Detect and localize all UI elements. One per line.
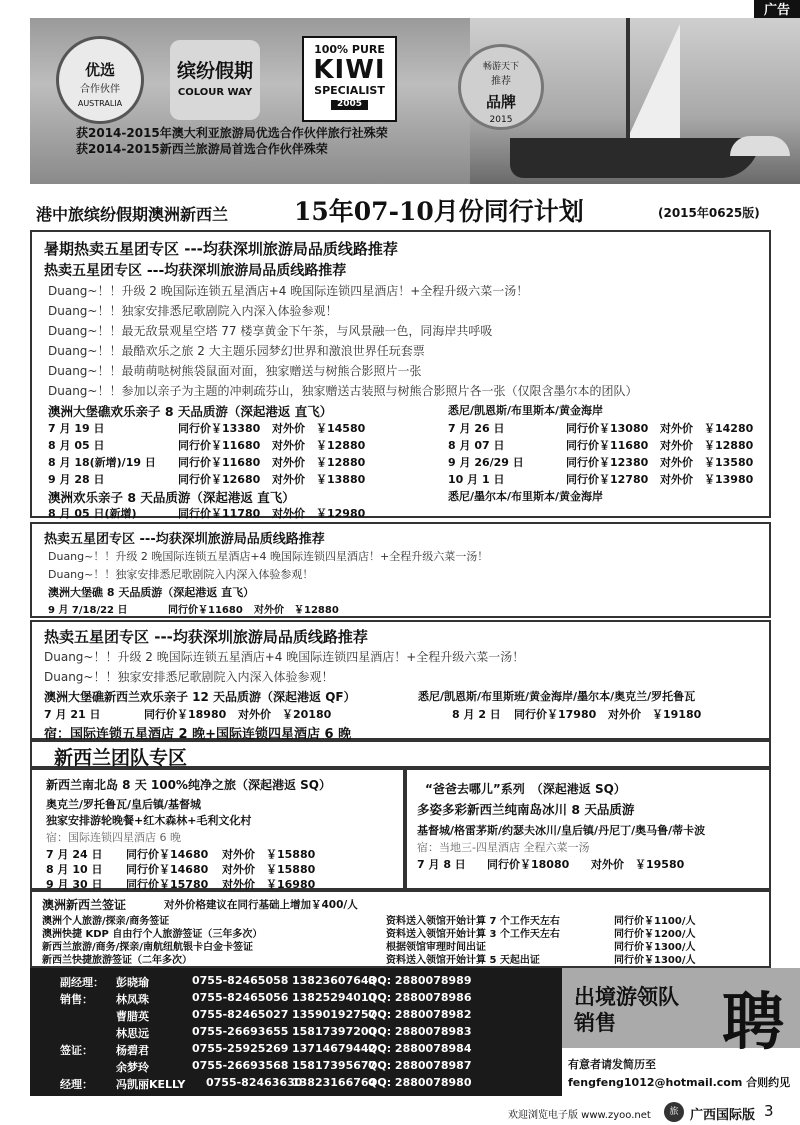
departure-row [32, 437, 772, 453]
visa-type: 新西兰快捷旅游签证（二年多次） [42, 955, 192, 966]
award-newzealand: 获2014-2015新西兰旅游局首选合作伙伴殊荣 [76, 142, 328, 156]
contact-qq: QQ: 2880078984 [368, 1042, 472, 1055]
departure-row [32, 876, 402, 890]
header-banner [30, 18, 800, 184]
feature-bullet: Duang~！！最酷欢乐之旅 2 大主题乐园梦幻世界和激浪世界任玩套票 [48, 344, 425, 358]
visa-type: 澳洲快捷 KDP 自由行个人旅游签证（三年多次） [42, 929, 263, 940]
public-price: 对外价 ￥19580 [591, 858, 685, 871]
page-title: 15年07-10月份同行计划 [294, 197, 584, 226]
contact-phone: 0755-26693568 [192, 1059, 289, 1072]
departure-row [32, 846, 402, 860]
recruitment-ad [562, 968, 800, 1096]
peer-price: 同行价￥11680 [178, 439, 261, 452]
public-price: 对外价 ￥13980 [660, 473, 754, 486]
brand-top: 畅游天下 [482, 62, 519, 72]
section-subheading: 热卖五星团专区 ---均获深圳旅游局品质线路推荐 [44, 263, 347, 279]
public-price: 对外价 ￥12880 [660, 439, 754, 452]
kiwi-year: 2005 [331, 100, 368, 110]
opera-house-graphic [730, 136, 790, 156]
peer-price: 同行价￥15780 [126, 878, 209, 891]
peer-price: 同行价￥18080 [487, 858, 570, 871]
hotel-info: 宿：当地三-四星酒店 全程六菜一汤 [417, 841, 590, 854]
departure-date: 9 月 28 日 [48, 473, 105, 486]
visa-row [32, 938, 772, 951]
award-australia: 获2014-2015年澳大利亚旅游局优选合作伙伴旅行社殊荣 [76, 126, 388, 140]
public-price: 对外价 ￥13880 [272, 473, 366, 486]
feature-bullet: Duang~！！独家安排悉尼歌剧院入内深入体验参观！ [48, 568, 314, 581]
section-barrier-reef [30, 522, 771, 618]
departure-row [32, 861, 402, 875]
departure-row [32, 601, 772, 615]
departure-date: 8 月 07 日 [448, 439, 505, 452]
recruit-header [562, 968, 800, 1058]
route-cities: 悉尼/凯恩斯/布里斯班/黄金海岸/墨尔本/奥克兰/罗托鲁瓦 [418, 690, 696, 703]
recruit-contact-line1: 有意者请发简历至 [568, 1058, 656, 1071]
contact-name: 冯凯丽KELLY [116, 1078, 186, 1091]
contact-role: 副经理： [60, 976, 104, 989]
public-price: 对外价 ￥20180 [238, 708, 332, 721]
page-footer [0, 1100, 800, 1125]
colour-way-logo [170, 40, 260, 120]
departure-row [32, 706, 772, 722]
badge-title: 优选 [84, 61, 115, 79]
feature-bullet: Duang~！！最无敌景观星空塔 77 楼享黄金下午茶，与风景融一色，同海岸共呼吸 [48, 324, 493, 338]
contact-name: 余梦玲 [116, 1061, 149, 1074]
departure-date: 9 月 7/18/22 日 [48, 605, 128, 616]
nz-south-glacier-route [405, 768, 771, 890]
departure-date: 9 月 26/29 日 [448, 456, 524, 469]
australia-partner-badge [56, 36, 144, 124]
contact-qq: QQ: 2880078987 [368, 1059, 472, 1072]
route-cities: 奥克兰/罗托鲁瓦/皇后镇/基督城 [46, 798, 202, 811]
route-series: “爸爸去哪儿”系列 （深起港返 SQ） [425, 782, 626, 796]
contact-phone: 0755-82465058 [192, 974, 289, 987]
recruit-email[interactable]: fengfeng1012@hotmail.com 合则约见 [568, 1076, 791, 1089]
departure-date: 8 月 18(新增)/19 日 [48, 456, 156, 469]
public-price: 对外价 ￥15880 [222, 848, 316, 861]
feature-bullet: Duang~！！升级 2 晚国际连锁五星酒店+4 晚国际连锁四星酒店！+全程升级六菜一汤！ [48, 284, 529, 298]
departure-row [32, 454, 772, 470]
section-heading: 热卖五星团专区 ---均获深圳旅游局品质线路推荐 [44, 532, 325, 547]
contact-role: 经理： [60, 1078, 93, 1091]
departure-date: 7 月 19 日 [48, 422, 105, 435]
public-price: 对外价 ￥14580 [272, 422, 366, 435]
yacht-sail-graphic [625, 24, 680, 144]
departure-date: 10 月 1 日 [448, 473, 505, 486]
contact-role: 销售： [60, 993, 93, 1006]
contact-name: 曹腊英 [116, 1010, 149, 1023]
visa-price: 同行价￥1300/人 [614, 942, 696, 953]
departure-row [407, 856, 769, 870]
contact-qq: QQ: 2880078983 [368, 1025, 472, 1038]
peer-price: 同行价￥11780 [178, 507, 261, 520]
public-price: 对外价 ￥12880 [272, 439, 366, 452]
peer-price: 同行价￥11680 [168, 605, 243, 616]
visa-row [32, 951, 772, 964]
contact-name: 彭晓瑜 [116, 976, 149, 989]
recruit-line1: 出境游领队 [574, 985, 679, 1009]
public-price: 对外价 ￥15880 [222, 863, 316, 876]
peer-price: 同行价￥14680 [126, 863, 209, 876]
nz-north-south-route [30, 768, 405, 890]
departure-date: 7 月 26 日 [448, 422, 505, 435]
contact-phone: 0755-82465056 [192, 991, 289, 1004]
contact-name: 林思远 [116, 1027, 149, 1040]
section-heading: 热卖五星团专区 ---均获深圳旅游局品质线路推荐 [44, 628, 368, 646]
contact-qq: QQ: 2880078980 [368, 1076, 472, 1089]
peer-price: 同行价￥13080 [566, 422, 649, 435]
visa-row [32, 912, 772, 925]
public-price: 对外价 ￥16980 [222, 878, 316, 891]
visa-processing: 根据领馆审理时间出证 [386, 942, 486, 953]
contact-phone: 0755-26693655 [192, 1025, 289, 1038]
visa-section [30, 890, 771, 968]
contact-phone: 0755-25925269 [192, 1042, 289, 1055]
peer-price: 同行价￥11680 [566, 439, 649, 452]
departure-date: 8 月 10 日 [46, 863, 103, 876]
visa-processing: 资料送入领馆开始计算 5 天起出证 [386, 955, 540, 966]
kiwi-line3: SPECIALIST [314, 83, 385, 97]
feature-bullet: Duang~！！参加以亲子为主题的冲刺疏芬山，独家赠送古装照与树熊合影照片各一张（仅限含墨尔本的团队） [48, 384, 638, 398]
public-price: 对外价 ￥14280 [660, 422, 754, 435]
recruit-big-character: 聘 [722, 985, 785, 1058]
colour-way-en: COLOUR WAY [177, 87, 253, 98]
route-title: 澳洲大堡礁欢乐亲子 8 天品质游（深起港返 直飞） [48, 404, 333, 419]
recruit-title [574, 984, 679, 1037]
recruit-line2: 销售 [574, 1011, 616, 1036]
kiwi-line2: KIWI [313, 55, 386, 86]
contact-mobile: 13823166764 [292, 1076, 377, 1089]
route-title: 澳洲欢乐亲子 8 天品质游（深起港返 直飞） [48, 490, 295, 505]
peer-price: 同行价￥17980 [514, 708, 597, 721]
kiwi-specialist-logo [302, 36, 397, 122]
public-price: 对外价 ￥12880 [272, 456, 366, 469]
contact-role: 签证： [60, 1044, 93, 1057]
contact-qq: QQ: 2880078982 [368, 1008, 472, 1021]
feature-bullet: Duang~！！升级 2 晚国际连锁五星酒店+4 晚国际连锁四星酒店！+全程升级六菜一汤！ [44, 650, 525, 664]
publisher-logo-icon: 旅 [664, 1102, 684, 1122]
visa-type: 新西兰旅游/商务/探亲/南航纽航银卡白金卡签证 [42, 942, 253, 953]
departure-row [32, 420, 772, 436]
title-version: (2015年0625版) [658, 206, 760, 220]
contact-mobile: 15817395677 [292, 1059, 377, 1072]
departure-date: 8 月 05 日 [48, 439, 105, 452]
badge-country: AUSTRALIA [77, 99, 123, 108]
section-summer-five-star [30, 230, 771, 518]
departure-row [32, 505, 772, 519]
route-cities: 悉尼/墨尔本/布里斯本/黄金海岸 [448, 490, 604, 503]
brand-year: 2015 [489, 115, 513, 125]
section-heading: 暑期热卖五星团专区 ---均获深圳旅游局品质线路推荐 [44, 240, 398, 258]
visa-title: 澳洲新西兰签证 [42, 898, 127, 912]
contact-phone: 0755-82463630 [206, 1076, 303, 1089]
visa-price: 同行价￥1100/人 [614, 916, 696, 927]
visa-price: 同行价￥1200/人 [614, 929, 696, 940]
visa-processing: 资料送入领馆开始计算 7 个工作天左右 [386, 916, 560, 927]
contact-mobile: 13714679442 [292, 1042, 377, 1055]
hotel-info: 宿：国际连锁五星酒店 2 晚+国际连锁四星酒店 6 晚 [44, 727, 352, 742]
kiwi-line1: 100% PURE [314, 43, 385, 56]
section-newzealand-header [30, 740, 771, 768]
peer-price: 同行价￥12680 [178, 473, 261, 486]
peer-price: 同行价￥13380 [178, 422, 261, 435]
departure-date: 8 月 05 日(新增) [48, 507, 137, 520]
departure-date: 8 月 2 日 [452, 708, 501, 721]
page-title-row [36, 192, 796, 228]
public-price: 对外价 ￥12880 [254, 605, 339, 616]
feature-bullet: Duang~！！升级 2 晚国际连锁五星酒店+4 晚国际连锁四星酒店！+全程升级六菜一汤！ [48, 550, 489, 563]
visa-price: 同行价￥1300/人 [614, 955, 696, 966]
feature-bullet: Duang~！！独家安排悉尼歌剧院入内深入体验参观！ [44, 670, 334, 684]
brand-mid: 推荐 [491, 76, 511, 87]
contact-qq: QQ: 2880078989 [368, 974, 472, 987]
public-price: 对外价 ￥12980 [272, 507, 366, 520]
route-title: 澳洲大堡礁新西兰欢乐亲子 12 天品质游（深起港返 QF） [44, 690, 356, 704]
feature-bullet: Duang~！！最萌萌哒树熊袋鼠面对面，独家赠送与树熊合影照片一张 [48, 364, 422, 378]
contact-panel [30, 968, 562, 1096]
route-feature: 独家安排游轮晚餐+红木森林+毛利文化村 [46, 814, 252, 827]
peer-price: 同行价￥18980 [144, 708, 227, 721]
footer-website[interactable]: 欢迎浏览电子版 www.zyoo.net [508, 1110, 651, 1121]
section-heading: 新西兰团队专区 [54, 747, 188, 769]
visa-processing: 资料送入领馆开始计算 3 个工作天左右 [386, 929, 560, 940]
public-price: 对外价 ￥13580 [660, 456, 754, 469]
visa-note: 对外价格建议在同行基础上增加￥400/人 [164, 899, 358, 911]
route-cities: 基督城/格雷茅斯/约瑟夫冰川/皇后镇/丹尼丁/奥马鲁/蒂卡波 [417, 824, 706, 837]
peer-price: 同行价￥12380 [566, 456, 649, 469]
colour-way-cn: 缤纷假期 [176, 60, 253, 82]
yacht-hull-graphic [510, 138, 760, 178]
departure-date: 7 月 21 日 [44, 708, 101, 721]
contact-phone: 0755-82465027 [192, 1008, 289, 1021]
route-title: 澳洲大堡礁 8 天品质游（深起港返 直飞） [48, 586, 255, 599]
ad-tag: 广告 [754, 0, 800, 22]
contact-name: 杨碧君 [116, 1044, 149, 1057]
departure-date: 7 月 24 日 [46, 848, 103, 861]
contact-mobile: 13823607643 [292, 974, 377, 987]
departure-date: 9 月 30 日 [46, 878, 103, 891]
peer-price: 同行价￥11680 [178, 456, 261, 469]
hotel-info: 宿：国际连锁四星酒店 6 晚 [46, 831, 181, 844]
contact-mobile: 13590192757 [292, 1008, 377, 1021]
departure-row [32, 471, 772, 487]
route-title: 多姿多彩新西兰纯南岛冰川 8 天品质游 [417, 802, 635, 817]
route-title: 新西兰南北岛 8 天 100%纯净之旅（深起港返 SQ） [46, 778, 331, 792]
page-number: 3 [764, 1102, 774, 1120]
public-price: 对外价 ￥19180 [608, 708, 702, 721]
contact-qq: QQ: 2880078986 [368, 991, 472, 1004]
brand-big: 品牌 [485, 93, 516, 111]
contact-mobile: 13825294010 [292, 991, 377, 1004]
visa-row [32, 925, 772, 938]
contact-name: 林凤珠 [116, 993, 149, 1006]
departure-date: 7 月 8 日 [417, 858, 466, 871]
title-company: 港中旅缤纷假期澳洲新西兰 [36, 205, 229, 224]
visa-type: 澳洲个人旅游/探亲/商务签证 [42, 916, 170, 927]
brand-badge [458, 44, 544, 130]
section-reef-newzealand [30, 620, 771, 740]
peer-price: 同行价￥12780 [566, 473, 649, 486]
peer-price: 同行价￥14680 [126, 848, 209, 861]
route-cities: 悉尼/凯恩斯/布里斯本/黄金海岸 [448, 404, 604, 417]
footer-edition: 广西国际版 [690, 1108, 756, 1123]
badge-subtitle: 合作伙伴 [80, 84, 120, 95]
feature-bullet: Duang~！！独家安排悉尼歌剧院入内深入体验参观！ [48, 304, 338, 318]
contact-mobile: 15817397200 [292, 1025, 377, 1038]
